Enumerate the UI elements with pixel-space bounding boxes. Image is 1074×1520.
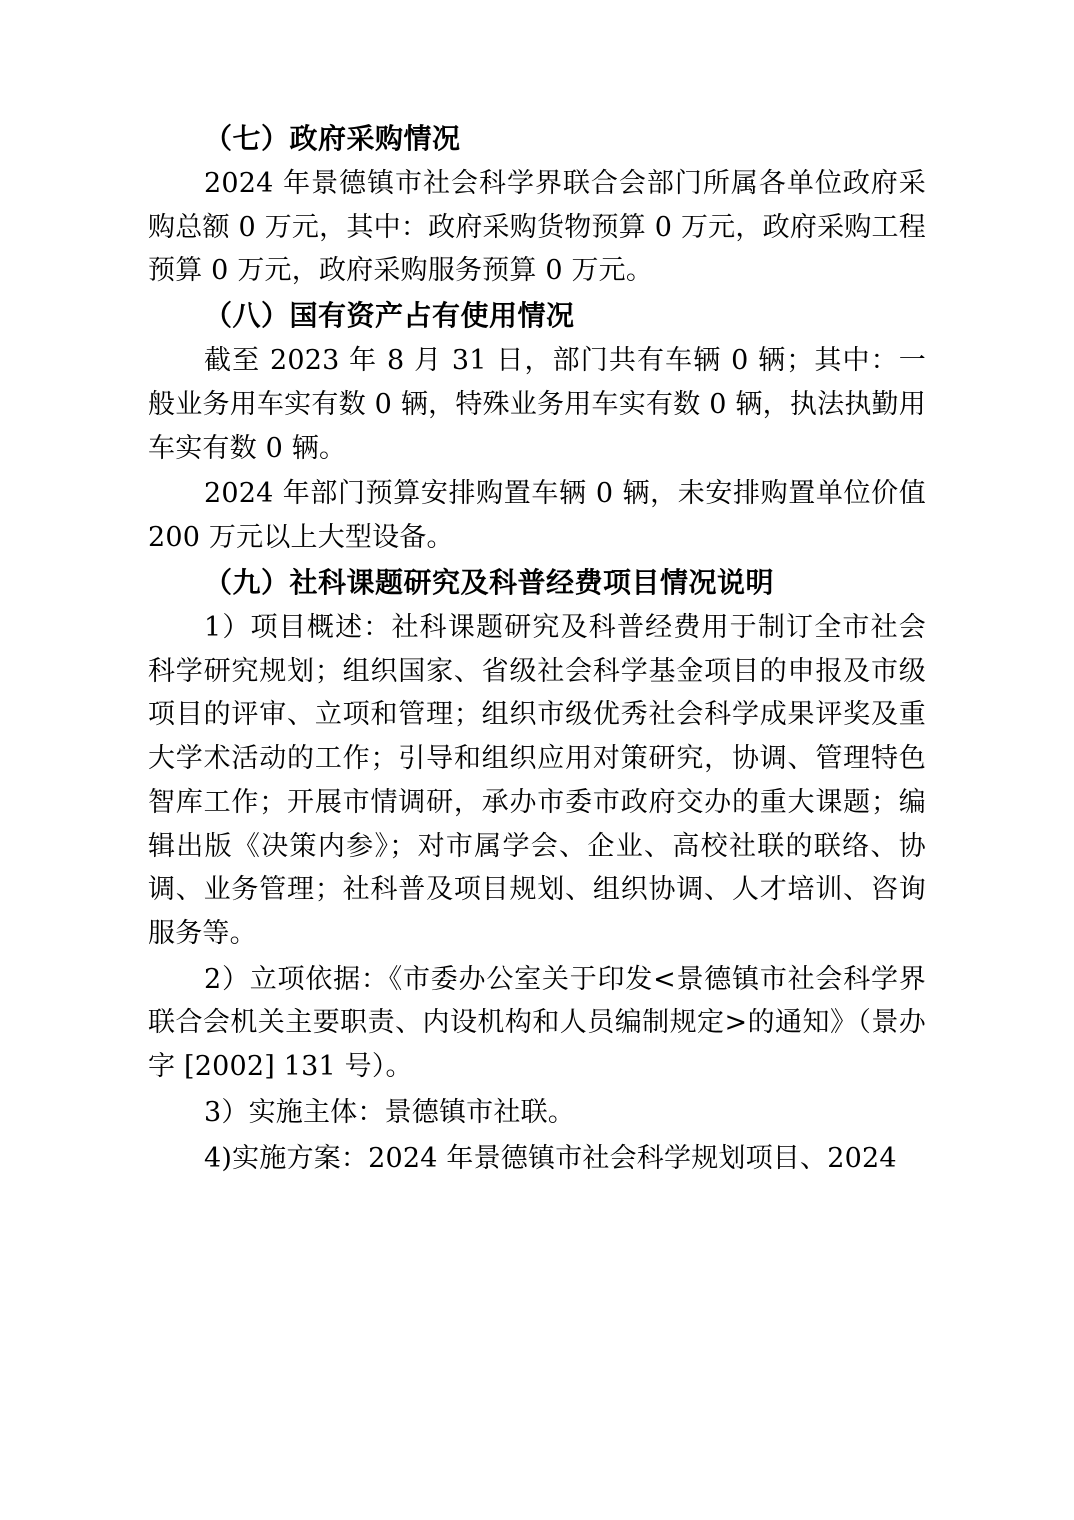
document-body (148, 118, 926, 1180)
section-heading-eight: （八）国有资产占有使用情况 (204, 299, 575, 333)
paragraph-project-entity: 3）实施主体：景德镇市社联。 (204, 1096, 575, 1128)
paragraph-project-basis: 2）立项依据：《市委办公室关于印发<景德镇市社会科学界联合会机关主要职责、内设机构和人员编制规定>的通知》（景办字 [2002] 131 号）。 (148, 963, 926, 1083)
paragraph-state-assets-vehicles: 截至 2023 年 8 月 31 日，部门共有车辆 0 辆；其中：一般业务用车实有数 0 辆，特殊业务用车实有数 0 辆，执法执勤用车实有数 0 辆。 (148, 345, 926, 464)
section-heading-nine: （九）社科课题研究及科普经费项目情况说明 (204, 565, 775, 599)
section-heading-seven: （七）政府采购情况 (204, 122, 461, 155)
paragraph-government-procurement: 2024 年景德镇市社会科学界联合会部门所属各单位政府采购总额 0 万元，其中：政府采购货物预算 0 万元，政府采购工程预算 0 万元，政府采购服务预算 0 万元。 (148, 168, 926, 287)
paragraph-state-assets-equipment: 2024 年部门预算安排购置车辆 0 辆，未安排购置单位价值 200 万元以上大型设备。 (148, 478, 926, 554)
paragraph-project-overview: 1）项目概述：社科课题研究及科普经费用于制订全市社会科学研究规划；组织国家、省级社会科学基金项目的申报及市级项目的评审、立项和管理；组织市级优秀社会科学成果评奖及重大学术活动的工作；引导和组织应用对策研究，协调、管理特色智库工作；开展市情调研，承办市委市政府交办的重大课题；编辑出版《决策内参》；对市属学会、企业、高校社联的联络、协调、业务管理；社科普及项目规划、组织协调、人才培训、咨询服务等。 (148, 611, 926, 950)
paragraph-project-plan: 4)实施方案：2024 年景德镇市社会科学规划项目、2024 (204, 1142, 897, 1174)
